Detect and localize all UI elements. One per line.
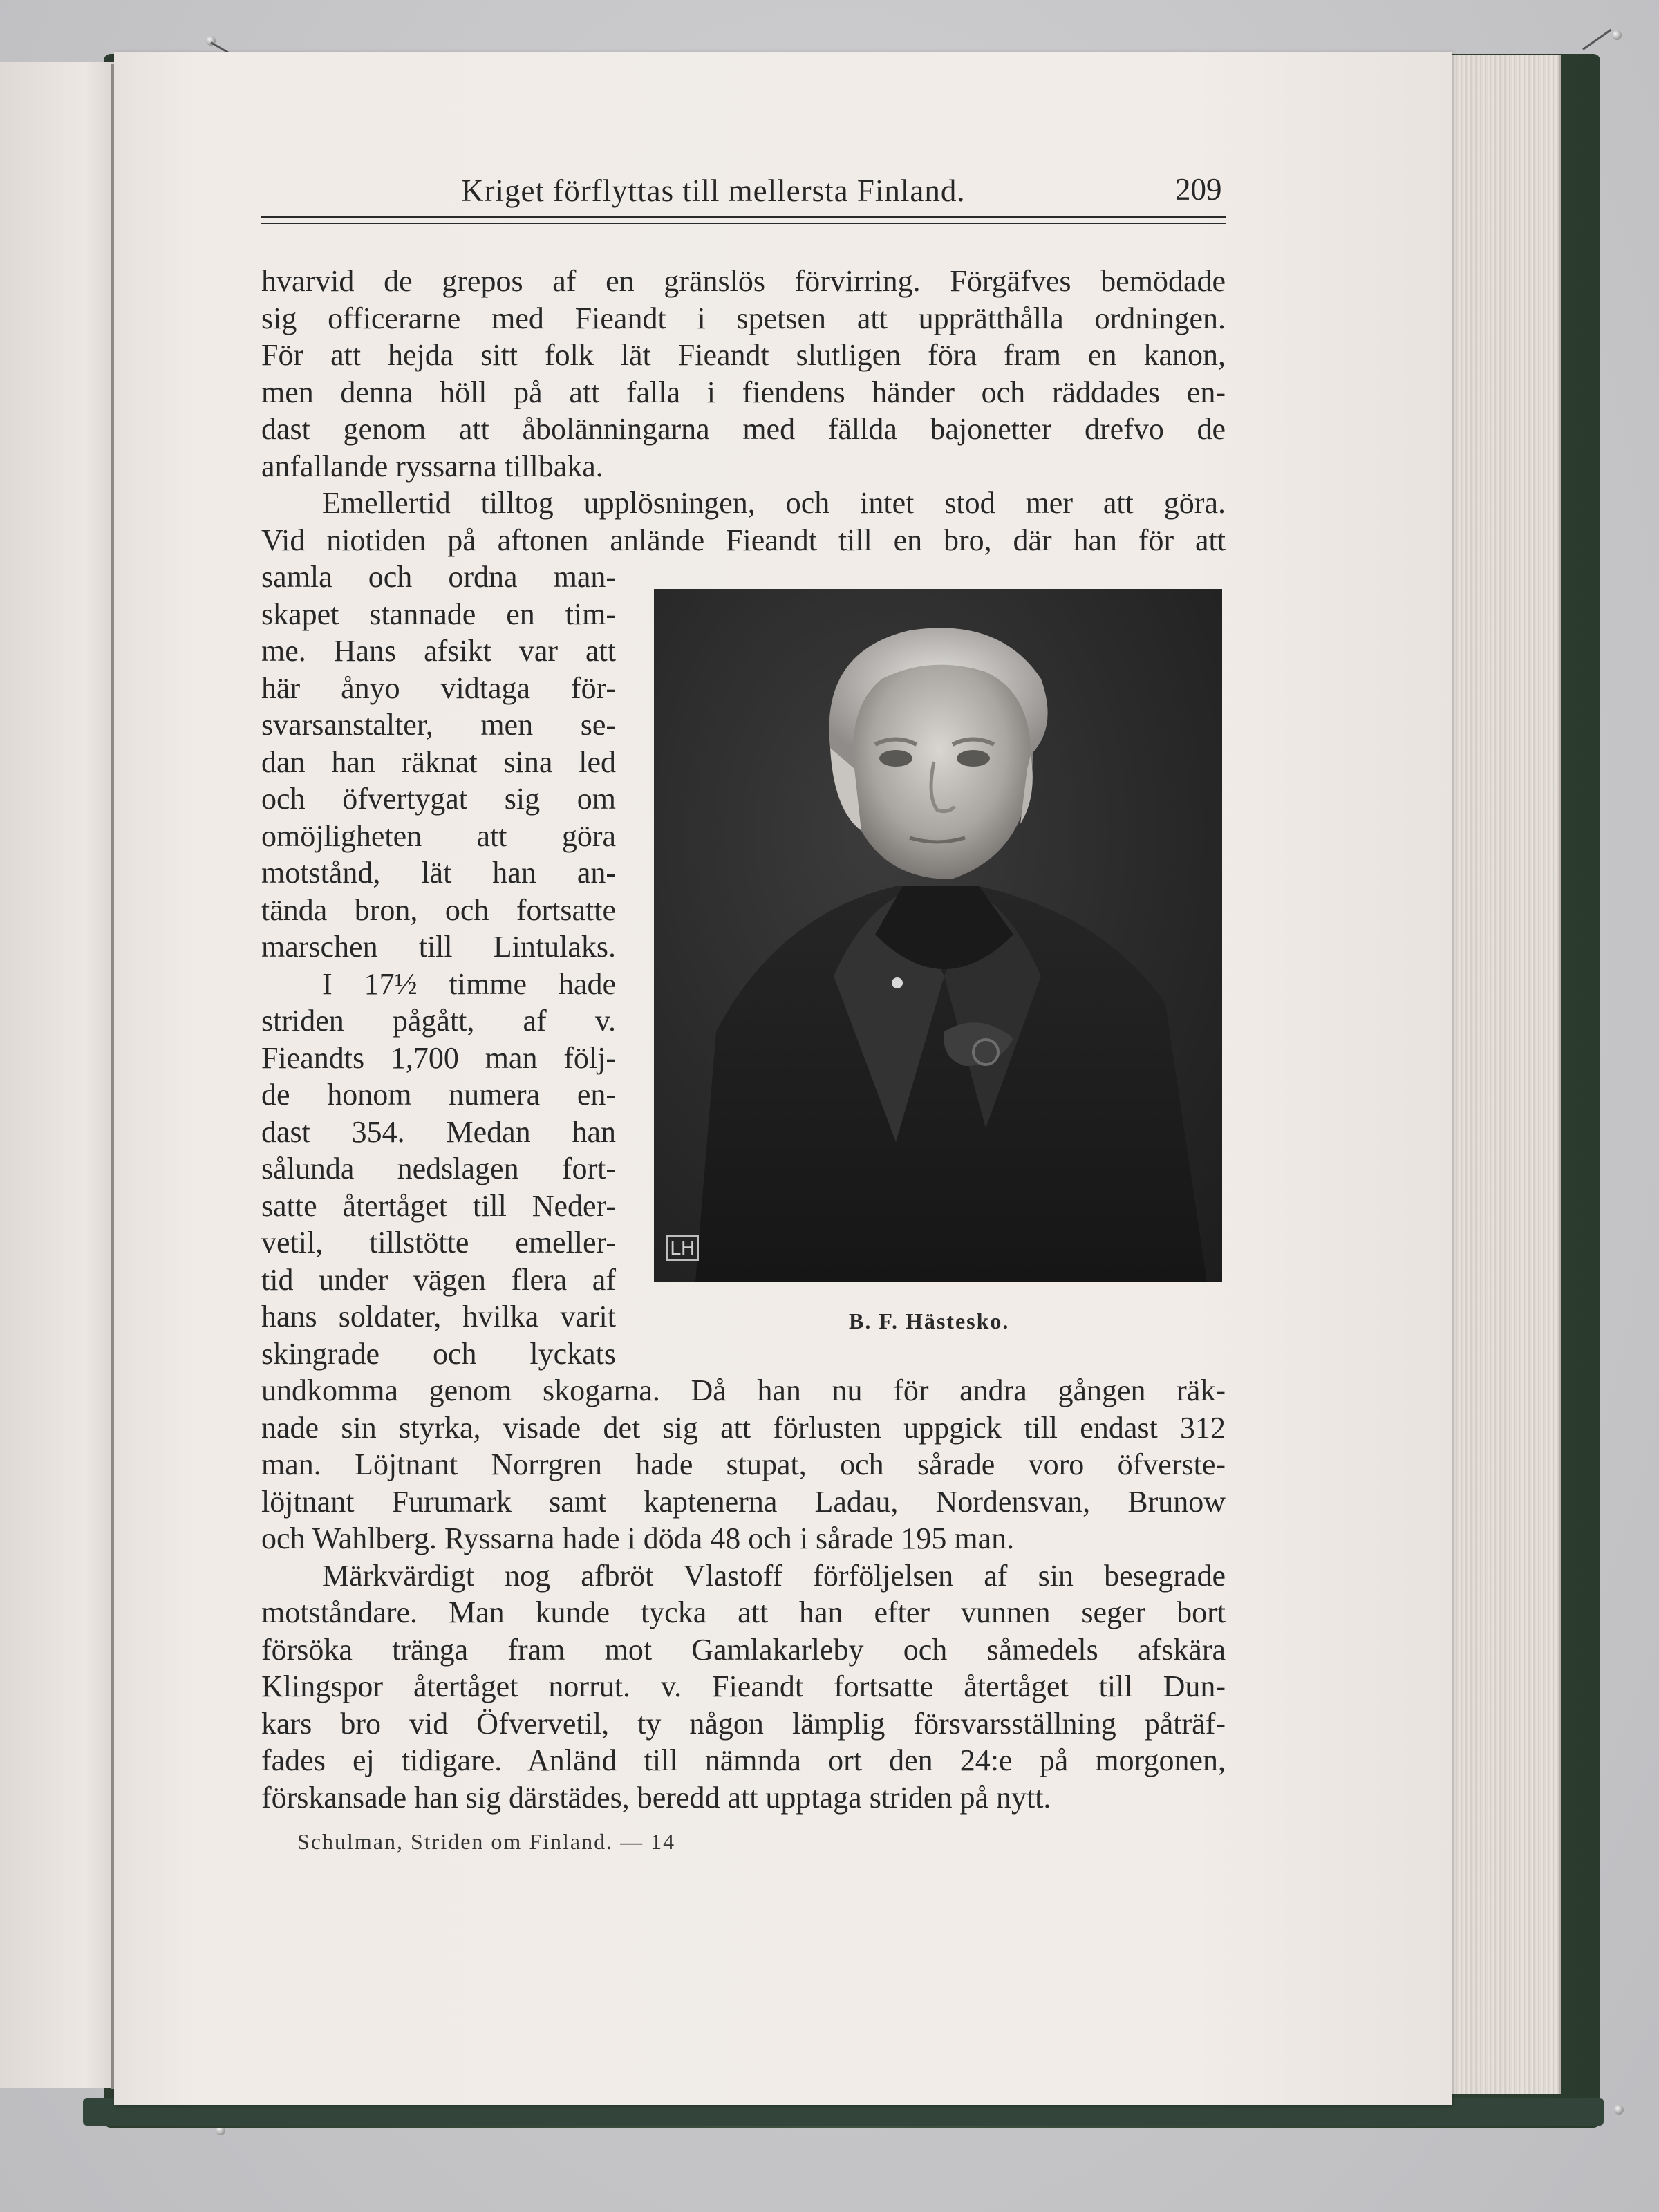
- header-rule-thick: [261, 216, 1226, 218]
- text-line: skingrade och lyckats: [261, 1336, 616, 1371]
- text-line: motstånd, lät han an-: [261, 856, 616, 890]
- text-line: hvarvid de grepos af en gränslös förvirring. Förgäfves bemödade: [261, 264, 1226, 298]
- text-line: undkomma genom skogarna. Då han nu för andra gången räk-: [261, 1374, 1226, 1407]
- text-line: dast genom att åbolänningarna med fällda bajonetter drefvo de: [261, 412, 1226, 446]
- text-line: sålunda nedslagen fort-: [261, 1152, 616, 1185]
- text-line: försöka tränga fram mot Gamlakarleby och såmedels afskära: [261, 1632, 1226, 1667]
- text-line: och Wahlberg. Ryssarna hade i döda 48 och i sårade 195 man.: [261, 1521, 1015, 1555]
- text-line: I 17½ timme hade: [322, 966, 616, 1001]
- text-line: marschen till Lintulaks.: [261, 930, 616, 964]
- running-head: Kriget förflyttas till mellersta Finland.: [461, 174, 966, 208]
- text-line: Märkvärdigt nog afbröt Vlastoff förföljelsen af sin besegrade: [322, 1558, 1226, 1593]
- text-line: och öfvertygat sig om: [261, 782, 616, 816]
- text-line: men denna höll på att falla i fiendens händer och räddades en-: [261, 375, 1226, 409]
- text-line: anfallande ryssarna tillbaka.: [261, 449, 603, 483]
- text-line: kars bro vid Öfvervetil, ty någon lämplig försvarsställning påträf-: [261, 1706, 1226, 1741]
- text-line: skapet stannade en tim-: [261, 597, 616, 631]
- text-line: man. Löjtnant Norrgren hade stupat, och sårade voro öfverste-: [261, 1447, 1226, 1481]
- left-page: [0, 62, 122, 2088]
- text-line: tända bron, och fortsatte: [261, 892, 616, 927]
- text-line: satte återtåget till Neder-: [261, 1188, 616, 1223]
- text-line: sig officerarne med Fieandt i spetsen att upprätthålla ordningen.: [261, 301, 1226, 335]
- signature-footer: Schulman, Striden om Finland. — 14: [297, 1829, 676, 1854]
- text-line: omöjligheten att göra: [261, 818, 616, 853]
- text-line: Klingspor återtåget norrut. v. Fieandt fortsatte återtåget till Dun-: [261, 1669, 1226, 1703]
- pin-bottom-right: [1614, 2105, 1624, 2115]
- text-line: nade sin styrka, visade det sig att förlusten uppgick till endast 312: [261, 1410, 1226, 1445]
- text-line: samla och ordna man-: [261, 560, 616, 594]
- artist-monogram: LH: [666, 1235, 699, 1261]
- text-line: Vid niotiden på aftonen anlände Fieandt till en bro, där han för att: [261, 523, 1226, 557]
- page-number: 209: [1175, 172, 1222, 207]
- text-line: vetil, tillstötte emeller-: [261, 1226, 616, 1259]
- text-line: me. Hans afsikt var att: [261, 634, 616, 668]
- text-line: För att hejda sitt folk lät Fieandt slutligen föra fram en kanon,: [261, 338, 1226, 372]
- text-line: fades ej tidigare. Anländ till nämnda ort den 24:e på morgonen,: [261, 1743, 1226, 1777]
- text-line: svarsanstalter, men se-: [261, 708, 616, 742]
- text-line: här ånyo vidtaga för-: [261, 671, 616, 705]
- text-line: dast 354. Medan han: [261, 1114, 616, 1149]
- text-line: hans soldater, hvilka varit: [261, 1300, 616, 1333]
- text-line: Fieandts 1,700 man följ-: [261, 1040, 616, 1075]
- header-rule-thin: [261, 223, 1226, 224]
- text-line: förskansade han sig därstädes, beredd att upptaga striden på nytt.: [261, 1780, 1051, 1815]
- figure-caption: B. F. Hästesko.: [849, 1309, 1010, 1333]
- portrait-image: [654, 589, 1222, 1282]
- text-line: tid under vägen flera af: [261, 1262, 616, 1297]
- text-line: löjtnant Furumark samt kaptenerna Ladau, Nordensvan, Brunow: [261, 1484, 1226, 1519]
- page-edges: [1448, 55, 1561, 2094]
- text-line: motståndare. Man kunde tycka att han efter vunnen seger bort: [261, 1595, 1226, 1629]
- text-line: Emellertid tilltog upplösningen, och intet stod mer att göra.: [322, 486, 1226, 520]
- pin-top-right: [1612, 30, 1622, 40]
- text-line: de honom numera en-: [261, 1078, 616, 1112]
- text-line: dan han räknat sina led: [261, 744, 616, 779]
- portrait-drawing: [654, 589, 1222, 1282]
- text-line: striden pågått, af v.: [261, 1004, 616, 1038]
